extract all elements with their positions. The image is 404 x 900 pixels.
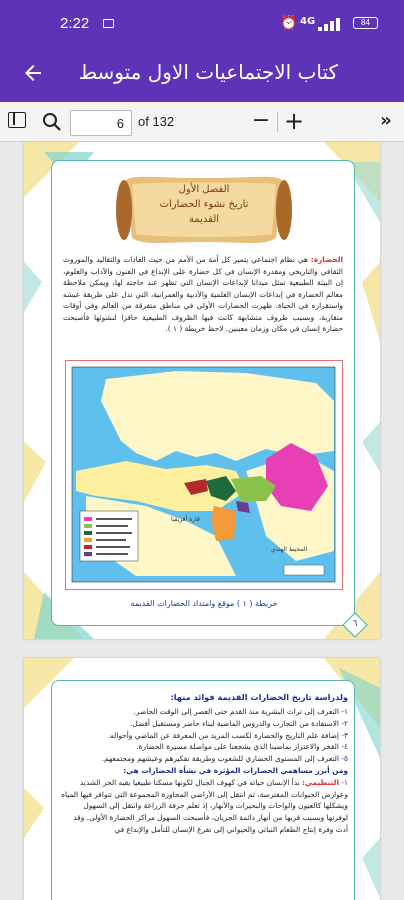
ancient-civilizations-map [65,360,343,590]
sidebar-toggle-icon[interactable] [8,112,26,128]
list-item-text: التعرف إلى المستوى الحضاري للشعوب وطريقة تفكيرهم وعيشهم ومجتمعهم. [101,754,339,764]
document-viewer[interactable] [0,142,404,900]
list-item-text: الاستفادة من التجارب والدروس الماضية لبناء حاضر ومستقبل أفضل. [129,718,339,728]
term-highlight: التنظيمي: [302,777,339,787]
list-item: ٣- إضافة علم التاريخ والحضارة لكسب المزيد من المعرفة عن الماضي وأحواله. [107,730,348,740]
term-highlight: الحضارة: [310,255,343,264]
app-title: كتاب الاجتماعيات الاول متوسط [78,60,338,84]
message-notification-icon [103,19,114,28]
list-item-text: إضافة علم التاريخ والحضارة لكسب المزيد من المعرفة عن الماضي وأحواله. [107,730,339,740]
chapter-title-line: الفصل الأول [178,184,230,195]
network-type: 4G [300,16,316,27]
list-item-text: بدأ الإنسان حياته في كهوف الجبال لكونها مسكنا طبيعيا يقيه الحر الشديد وعوارض الحيوانات المفترسة، ثم انتقل إلى الأراضي المجاورة المجموعة التي تتوافر فيها المياه ويشكلها كالعيون والواحات والبحيرات والأنهار، إذ تعلم حرفة الزراعة وانتقل إلى السهول لوفرتها وبسبب قربها من أنهار دائمة الجريان، فأصبحت السهول مراكز الحضارة الأولى. وقد أدت وفرة إنتاج الطعام النباتي والحيواني إلى تفرغ الإنسان للتأمل والإبداع في [61,777,348,834]
more-tools-button[interactable]: » [380,110,392,131]
signal-strength-icon [318,17,348,31]
status-bar [0,0,404,46]
section-heading: ولدراسة تاريخ الحضارات القديمة فوائد منها: [170,692,348,702]
page-number: ٦ [352,618,358,628]
zoom-out-button[interactable]: − [251,108,271,133]
list-item: ١- التعرف إلى تراث البشرية منذ القدم حتى العصر إلى الوقت الحاضر. [133,707,348,716]
chapter-title-line: القديمة [188,214,220,225]
list-item: ٢- الاستفادة من التجارب والدروس الماضية لبناء حاضر ومستقبل أفضل. [129,718,348,728]
page-total-label: of 132 [138,114,175,129]
benefits-list [60,706,348,836]
page-number-badge [342,612,368,638]
alarm-icon: ⏰ [280,15,298,31]
pdf-page [24,142,380,639]
list-item: ١- التنظيمي: بدأ الإنسان حياته في كهوف الجبال لكونها مسكنا طبيعيا يقيه الحر الشديد وعوارض الحيوانات المفترسة، ثم انتقل إلى الأراضي المجاورة المجموعة التي تتوافر فيها المياه ويشكلها كالعيون والواحات والبحيرات والأنهار، إذ تعلم حرفة الزراعة وانتقل إلى السهول لوفرتها وبسبب قربها من أنهار دائمة الجريان، فأصبحت السهول مراكز الحضارة الأولى. وقد أدت وفرة إنتاج الطعام النباتي والحيواني إلى تفرغ الإنسان للتأمل والإبداع في [61,777,348,834]
page-number-input[interactable] [70,110,132,136]
body-paragraph [63,254,343,335]
list-item-text: التعرف إلى تراث البشرية منذ القدم حتى العصر إلى الوقت الحاضر. [133,707,339,716]
section-subheading: ومن أبرز مساهمي الحضارات المؤثرة في نشأة الحضارات هي: [123,765,348,775]
chapter-title-line: تاريخ نشوء الحضارات [159,199,249,210]
list-item-text: الفخر والاعتزاز بماضينا الذي يشجعنا على مواصلة مسيرة الحضارة. [136,742,339,752]
list-item: ٥- التعرف إلى المستوى الحضاري للشعوب وطريقة تفكيرهم وعيشهم ومجتمعهم. [101,754,348,764]
back-arrow-icon[interactable] [18,58,48,88]
map-label-africa: قارة أفريقيا [171,516,200,523]
list-item: ٤- الفخر والاعتزاز بماضينا الذي يشجعنا على مواصلة مسيرة الحضارة. [136,742,348,752]
pdf-toolbar [0,102,404,142]
app-bar [0,46,404,102]
status-time: 2:22 [60,15,90,32]
paragraph-text: هي نظام اجتماعي يتميز كل أمة من الأمم من حيث العادات والتقاليد والموروث الثقافي والتاريخي ومقدرة الإنسان في كل حضارة على الإبداع في الفنون والآداب والعلوم، إن البيئة الطبيعية تمثل ميدانا لإبداعات الإنسان التي تظهر عند حاجته لها، ويمكن ملاحظة معالم الحضارة في إبداعات الإنسان العلمية والأدبية والعمرانية، التي تدل على طريقة عيشه واستقراره في الحياة. ظهرت الحضارات الأولى في مناطق متفرقة من العالم وفي أوقات متقاربة، وبسبب ظروف متشابهة كانت فيها الظروف الطبيعية حافزا لنشوئها فأصبحت حضارة إنسان في مكان وزمان معينين. لاحظ خريطة ( ١ ). [63,255,343,333]
chapter-title [142,182,266,227]
pdf-page [24,658,380,900]
toolbar-divider [277,112,278,132]
search-icon[interactable] [40,110,64,134]
map-label-ocean: المحيط الهندي [271,546,308,553]
zoom-in-button[interactable]: + [283,107,305,135]
battery-icon: 84 [353,17,378,29]
map-caption: خريطة ( ١ ) موقع وامتداد الحضارات القديمة [130,599,278,608]
